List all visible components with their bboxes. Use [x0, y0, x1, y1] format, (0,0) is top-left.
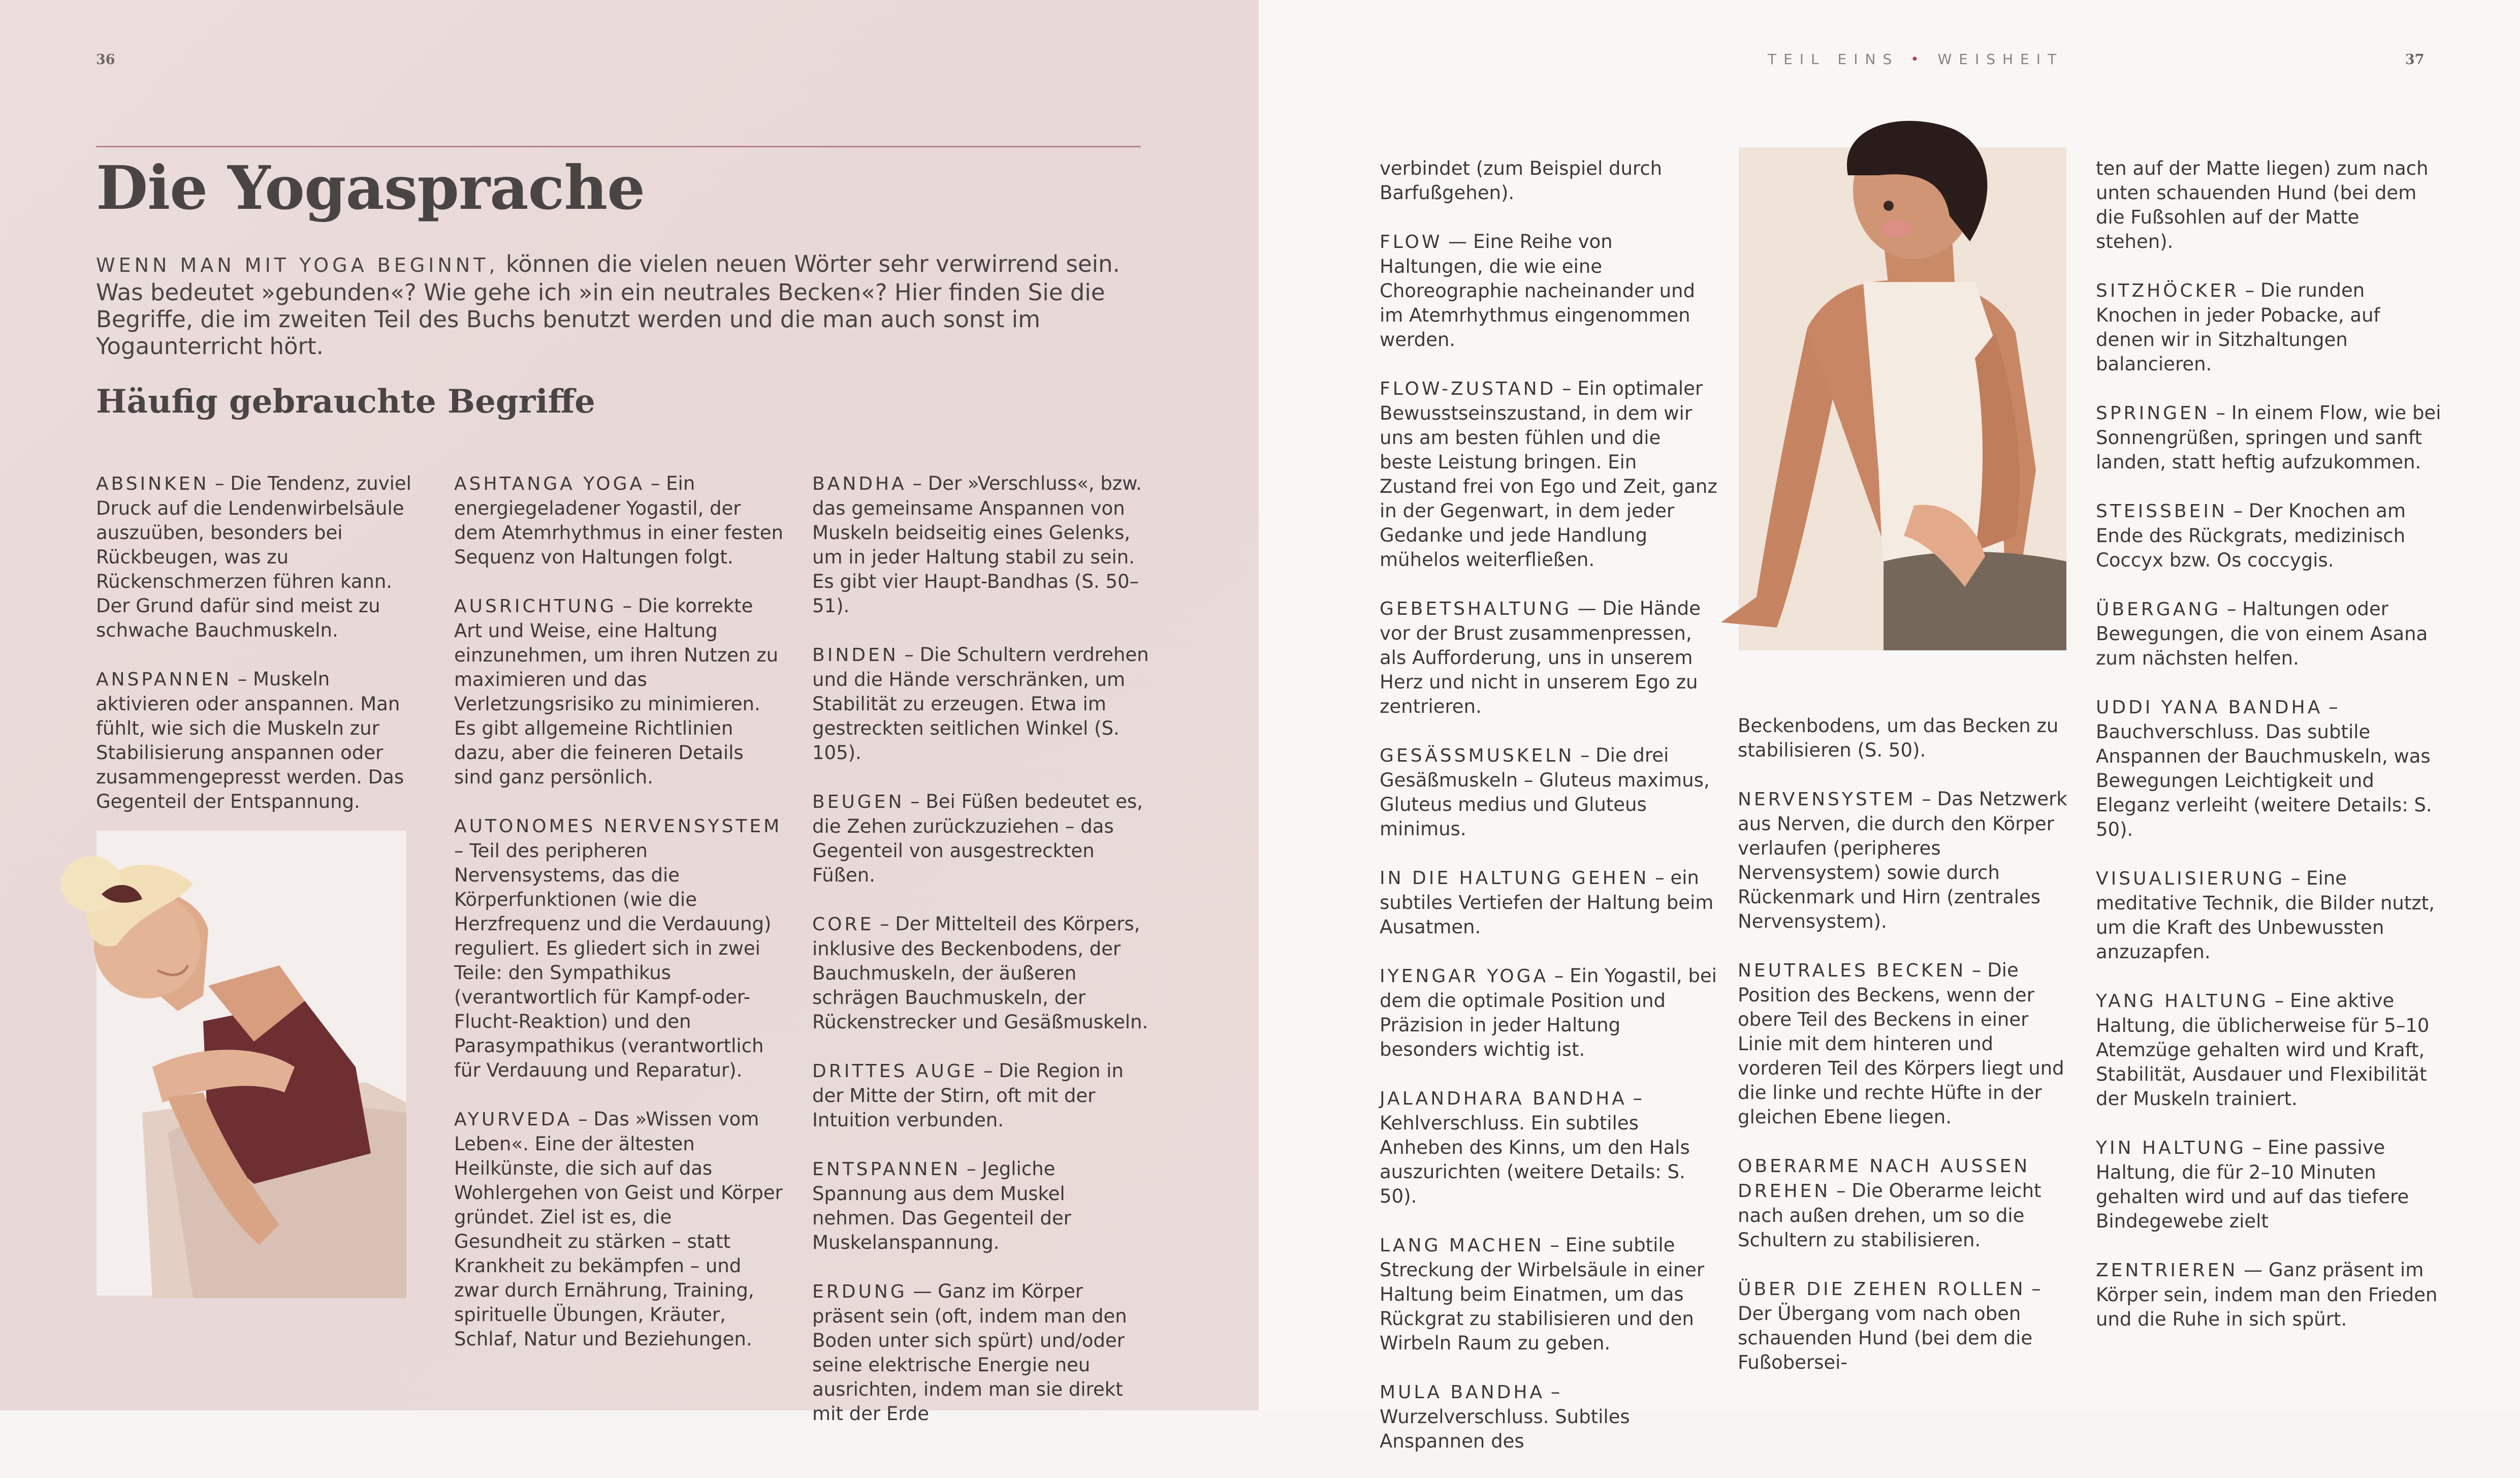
glossary-term: VISUALISIERUNG [2096, 868, 2285, 889]
glossary-column [812, 471, 1153, 1451]
glossary-definition: – Kehlverschluss. Ein subtiles Anheben des Kinns, um den Hals auszurichten (weitere Details: S. 50). [1380, 1087, 1690, 1207]
glossary-entry [1738, 787, 2076, 934]
glossary-entry [96, 471, 426, 643]
glossary-term: ASHTANGA YOGA [454, 474, 645, 494]
yoga-man-illustration [1711, 114, 2066, 653]
glossary-entry [1738, 1154, 2076, 1252]
glossary-term: GESÄSSMUSKELN [1380, 745, 1575, 766]
glossary-definition: – Der »Verschluss«, bzw. das gemeinsame Anspannen von Muskeln beidseitig eines Gelenks, um in jeder Haltung stabil zu sein. Es gibt vier Haupt-Bandhas (S. 50–51). [812, 473, 1142, 617]
running-head-section: WEISHEIT [1937, 51, 2064, 68]
glossary-entry [2096, 1136, 2441, 1234]
glossary-entry [454, 471, 784, 570]
glossary-entry [812, 643, 1153, 765]
glossary-definition: – Die Region in der Mitte der Stirn, oft mit der Intuition verbunden. [812, 1060, 1124, 1131]
glossary-term: LANG MACHEN [1380, 1235, 1544, 1256]
glossary-definition: – Ein optimaler Bewusstseinszustand, in dem wir uns am besten fühlen und die beste Leistung bringen. Ein Zustand frei von Ego und Zeit, ganz in der Gegenwart, in dem jeder Gedanke und jede Handlung mühelos weiterfließen. [1380, 378, 1717, 571]
glossary-column [96, 471, 426, 838]
glossary-term: IN DIE HALTUNG GEHEN [1380, 868, 1649, 889]
glossary-entry [2096, 401, 2441, 475]
glossary-entry [2096, 695, 2441, 842]
running-head-part: TEIL EINS [1768, 51, 1899, 68]
glossary-term: ABSINKEN [96, 474, 209, 494]
glossary-term: FLOW [1380, 232, 1443, 253]
glossary-definition: – Das »Wissen vom Leben«. Eine der ältesten Heilkünste, die sich auf das Wohlergehen von Geist und Körper gründet. Ziel ist es, die Gesundheit zu stärken – statt Krankheit zu bekämpfen – und zwar durch Ernährung, Training, spirituelle Übungen, Kräuter, Schlaf, Natur und Beziehungen. [454, 1108, 783, 1350]
glossary-term: BANDHA [812, 474, 907, 494]
glossary-entry [454, 814, 784, 1083]
glossary-entry [1380, 1233, 1717, 1356]
glossary-definition: – Bauchverschluss. Das subtile Anspannen der Bauchmuskeln, was Bewegungen Leichtigkeit und Eleganz verleiht (weitere Details: S. 50). [2096, 696, 2432, 840]
glossary-definition: – Der Übergang vom nach oben schauenden Hund (bei dem die Fußobersei- [1738, 1278, 2041, 1373]
glossary-term: JALANDHARA BANDHA [1380, 1088, 1627, 1109]
glossary-definition: – Bei Füßen bedeutet es, die Zehen zurückzuziehen – das Gegenteil von ausgestreckten Füßen. [812, 791, 1143, 886]
glossary-definition: – Eine subtile Streckung der Wirbelsäule in einer Haltung beim Einatmen, um das Rückgrat zu stabilisieren und den Wirbeln Raum zu geben. [1380, 1234, 1705, 1354]
glossary-term: STEISSBEIN [2096, 501, 2227, 522]
glossary-definition: — Eine Reihe von Haltungen, die wie eine Choreographie nacheinander und im Atemrhythmus eingenommen werden. [1380, 231, 1695, 351]
glossary-definition: – Die Oberarme leicht nach außen drehen, um so die Schultern zu stabilisieren. [1738, 1180, 2041, 1251]
glossary-term: YANG HALTUNG [2096, 991, 2269, 1012]
glossary-definition: – Die Tendenz, zuviel Druck auf die Lendenwirbelsäule auszuüben, besonders bei Rückbeugen, was zu Rückenschmerzen führen kann. Der Grund dafür sind meist zu schwache Bauchmuskeln. [96, 473, 411, 641]
glossary-entry [96, 667, 426, 814]
glossary-entry [812, 1279, 1153, 1426]
glossary-entry [1380, 1380, 1717, 1454]
glossary-definition: – Teil des peripheren Nervensystems, das die Körperfunktionen (wie die Herzfrequenz und die Verdauung) reguliert. Es gliedert sich in zwei Teile: den Sympathikus (verantwortlich für Kampf-oder-Flucht-Reaktion) und den Parasympathikus (verantwortlich für Verdauung und Reparatur). [454, 840, 772, 1081]
glossary-term: ANSPANNEN [96, 669, 232, 690]
glossary-term: DRITTES AUGE [812, 1061, 978, 1082]
glossary-definition: Beckenbodens, um das Becken zu stabilisieren (S. 50). [1738, 715, 2059, 761]
glossary-definition: – Ein Yogastil, bei dem die optimale Position und Präzision in jeder Haltung besonders wichtig ist. [1380, 965, 1717, 1060]
page-number-right: 37 [2405, 52, 2425, 68]
glossary-entry [2096, 499, 2441, 573]
glossary-definition: – Die Position des Beckens, wenn der obere Teil des Beckens in einer Linie mit dem hinteren und vorderen Teil des Körpers liegt und die linke und rechte Hüfte in der gleichen Ebene liegen. [1738, 959, 2064, 1128]
glossary-definition: – Eine passive Haltung, die für 2–10 Minuten gehalten wird und auf das tiefere Bindegewebe zielt [2096, 1137, 2409, 1232]
glossary-entry [1380, 866, 1717, 939]
glossary-term: NEUTRALES BECKEN [1738, 960, 1966, 981]
glossary-term: AUSRICHTUNG [454, 596, 617, 617]
glossary-term: OBERARME NACH AUSSEN DREHEN [1738, 1156, 2030, 1202]
glossary-term: FLOW-ZUSTAND [1380, 379, 1556, 399]
glossary-entry [812, 912, 1153, 1034]
glossary-definition: – Die Schultern verdrehen und die Hände verschränken, um Stabilität zu erzeugen. Etwa im gestreckten seitlichen Winkel (S. 105). [812, 644, 1149, 764]
glossary-entry [1380, 596, 1717, 719]
glossary-definition: — Ganz präsent im Körper sein, indem man den Frieden und die Ruhe in sich spürt. [2096, 1259, 2438, 1330]
glossary-definition: ten auf der Matte liegen) zum nach unten schauenden Hund (bei dem die Fußsohlen auf der Matte stehen). [2096, 158, 2429, 253]
glossary-column [454, 471, 784, 1376]
glossary-entry [1738, 1277, 2076, 1375]
glossary-definition: – Ein energiegeladener Yogastil, der dem Atemrhythmus in einer festen Sequenz von Haltungen folgt. [454, 473, 783, 568]
glossary-term: AUTONOMES NERVENSYSTEM [454, 816, 782, 837]
glossary-definition: – Die korrekte Art und Weise, eine Haltung einzunehmen, um ihren Nutzen zu maximieren und das Verletzungsrisiko zu minimieren. Es gibt allgemeine Richtlinien dazu, aber die feineren Details sind ganz persönlich. [454, 595, 779, 788]
glossary-entry [1380, 743, 1717, 841]
glossary-definition: verbindet (zum Beispiel durch Barfußgehen). [1380, 158, 1663, 204]
glossary-entry [812, 790, 1153, 888]
glossary-definition: – Jegliche Spannung aus dem Muskel nehmen. Das Gegenteil der Muskelanspannung. [812, 1158, 1071, 1253]
glossary-term: ENTSPANNEN [812, 1159, 961, 1180]
glossary-entry [1380, 230, 1717, 352]
yoga-woman-illustration [41, 828, 409, 1298]
left-page [0, 0, 1259, 1425]
glossary-term: AYURVEDA [454, 1109, 572, 1130]
glossary-term: BINDEN [812, 645, 899, 666]
glossary-definition: – Das Netzwerk aus Nerven, die durch den Körper verlaufen (peripheres Nervensystem) sowie durch Rückenmark und Hirn (zentrales Nervensystem). [1738, 788, 2067, 932]
running-head-dot: • [1910, 51, 1926, 68]
glossary-term: SPRINGEN [2096, 403, 2210, 424]
glossary-column [1738, 714, 2076, 1399]
glossary-entry [454, 1107, 784, 1351]
page-title: Die Yogasprache [96, 152, 645, 223]
intro-body: können die vielen neuen Wörter sehr verwirrend sein. Was bedeutet »gebunden«? Wie gehe ich »in ein neutrales Becken«? Hier finden Sie die Begriffe, die im zweiten Teil des Buchs benutzt werden und die man auch sonst im Yogaunterricht hört. [96, 250, 1120, 360]
glossary-term: ZENTRIEREN [2096, 1260, 2238, 1281]
glossary-term: ÜBER DIE ZEHEN ROLLEN [1738, 1279, 2026, 1300]
glossary-entry [454, 594, 784, 790]
glossary-term: CORE [812, 914, 874, 935]
glossary-entry [1380, 156, 1717, 205]
glossary-definition: – In einem Flow, wie bei Sonnengrüßen, springen und sanft landen, statt heftig aufzukommen. [2096, 402, 2441, 473]
glossary-entry [812, 1059, 1153, 1133]
glossary-definition: – Die runden Knochen in jeder Pobacke, auf denen wir in Sitzhaltungen balancieren. [2096, 279, 2380, 375]
yoga-woman-drawing [41, 828, 409, 1298]
glossary-definition: — Ganz im Körper präsent sein (oft, indem man den Boden unter sich spürt) und/oder seine elektrische Energie neu ausrichten, indem man sie direkt mit der Erde [812, 1280, 1127, 1425]
glossary-entry [1738, 958, 2076, 1129]
glossary-entry [1380, 964, 1717, 1062]
page-number-left: 36 [96, 52, 115, 68]
glossary-entry [2096, 1258, 2441, 1332]
glossary-term: IYENGAR YOGA [1380, 966, 1549, 987]
glossary-term: NERVENSYSTEM [1738, 789, 1916, 810]
glossary-column [2096, 156, 2441, 1356]
glossary-definition: – Wurzelverschluss. Subtiles Anspannen des [1380, 1381, 1630, 1452]
glossary-definition: – Muskeln aktivieren oder anspannen. Man fühlt, wie sich die Muskeln zur Stabilisierung anspannen oder zusammengepresst werden. Das Gegenteil der Entspannung. [96, 668, 404, 812]
intro-lead: WENN MAN MIT YOGA BEGINNT, [96, 254, 499, 276]
glossary-term: MULA BANDHA [1380, 1382, 1545, 1403]
glossary-entry [2096, 989, 2441, 1111]
glossary-entry [2096, 597, 2441, 671]
glossary-entry [1738, 714, 2076, 763]
glossary-definition: – ein subtiles Vertiefen der Haltung beim Ausatmen. [1380, 867, 1714, 938]
glossary-term: ERDUNG [812, 1281, 907, 1302]
glossary-definition: – Der Mittelteil des Körpers, inklusive des Beckenbodens, der Bauchmuskeln, der äußeren schrägen Bauchmuskeln, der Rückenstrecker und Gesäßmuskeln. [812, 913, 1149, 1033]
glossary-entry [812, 471, 1153, 618]
intro-paragraph [96, 250, 1147, 360]
glossary-entry [2096, 156, 2441, 254]
glossary-definition: – Der Knochen am Ende des Rückgrats, medizinisch Coccyx bzw. Os coccygis. [2096, 500, 2406, 571]
glossary-entry [2096, 278, 2441, 376]
glossary-term: SITZHÖCKER [2096, 280, 2240, 301]
section-subtitle: Häufig gebrauchte Begriffe [96, 383, 595, 421]
title-rule [96, 146, 1141, 147]
glossary-term: ÜBERGANG [2096, 599, 2221, 620]
glossary-definition: – Die drei Gesäßmuskeln – Gluteus maximus, Gluteus medius und Gluteus minimus. [1380, 744, 1710, 840]
running-head [1768, 51, 2063, 68]
glossary-term: YIN HALTUNG [2096, 1138, 2246, 1158]
yoga-man-drawing [1711, 114, 2066, 653]
glossary-definition: – Eine meditative Technik, die Bilder nutzt, um die Kraft des Unbewussten anzuzapfen. [2096, 867, 2435, 963]
glossary-definition: — Die Hände vor der Brust zusammenpressen, als Aufforderung, uns in unserem Herz und nicht in unserem Ego zu zentrieren. [1380, 598, 1701, 717]
glossary-term: GEBETSHALTUNG [1380, 599, 1572, 619]
glossary-column [1380, 156, 1717, 1478]
glossary-definition: – Haltungen oder Bewegungen, die von einem Asana zum nächsten helfen. [2096, 598, 2428, 669]
glossary-entry [1380, 1086, 1717, 1209]
glossary-definition: – Eine aktive Haltung, die üblicherweise für 5–10 Atemzüge gehalten wird und Kraft, Stabilität, Ausdauer und Flexibilität der Muskeln trainiert. [2096, 990, 2430, 1110]
glossary-entry [2096, 866, 2441, 964]
glossary-term: BEUGEN [812, 792, 905, 812]
glossary-term: UDDI YANA BANDHA [2096, 697, 2323, 718]
glossary-entry [812, 1157, 1153, 1255]
glossary-entry [1380, 376, 1717, 572]
